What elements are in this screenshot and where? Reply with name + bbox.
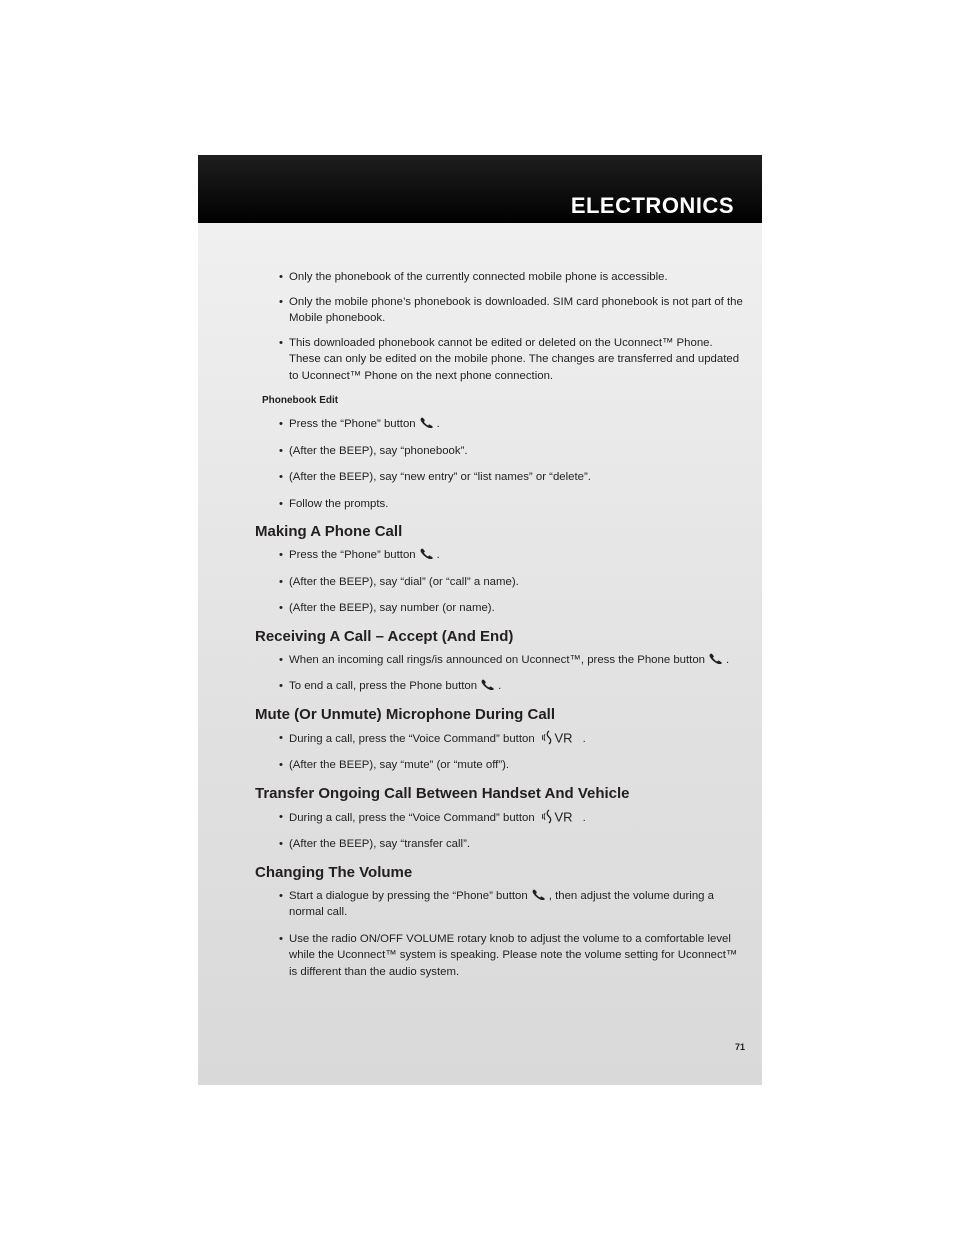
voice-command-icon: [541, 809, 581, 824]
list-item: • (After the BEEP), say number (or name).: [198, 600, 762, 617]
phone-handset-icon: [420, 417, 434, 428]
svg-text:VR: VR: [554, 730, 573, 745]
intro-bullet-list: [198, 269, 762, 384]
list-item: • Press the “Phone” button .: [198, 416, 762, 433]
phone-handset-icon: [532, 889, 546, 900]
transfer-list: [198, 809, 762, 853]
list-item: • To end a call, press the Phone button .: [198, 678, 762, 695]
list-item: • Use the radio ON/OFF VOLUME rotary knob to adjust the volume to a comfortable level while the Uconnect™ system is speaking. Please note the volume setting for Uconnect™ is different than the audio system.: [198, 931, 762, 981]
list-item: • Press the “Phone” button .: [198, 547, 762, 564]
page-number: 71: [735, 1042, 746, 1052]
mute-list: [198, 730, 762, 774]
svg-text:VR: VR: [554, 809, 573, 824]
transfer-heading: Transfer Ongoing Call Between Handset And Vehicle: [255, 784, 630, 802]
voice-command-icon: [541, 730, 581, 745]
phone-handset-icon: [481, 679, 495, 690]
phonebook-edit-heading: Phonebook Edit: [262, 395, 339, 406]
list-item: • Only the mobile phone’s phonebook is downloaded. SIM card phonebook is not part of the Mobile phonebook.: [198, 294, 762, 327]
list-item: • (After the BEEP), say “transfer call”.: [198, 836, 762, 853]
list-item: • Follow the prompts.: [198, 496, 762, 513]
list-item: • Start a dialogue by pressing the “Phone” button , then adjust the volume during a normal call.: [198, 888, 762, 921]
list-item: • (After the BEEP), say “dial” (or “call” a name).: [198, 574, 762, 591]
manual-page: [198, 155, 762, 1085]
receiving-call-list: [198, 652, 762, 695]
list-item: • (After the BEEP), say “mute” (or “mute off”).: [198, 757, 762, 774]
list-item: • (After the BEEP), say “phonebook”.: [198, 443, 762, 460]
volume-heading: Changing The Volume: [255, 863, 413, 881]
list-item: • When an incoming call rings/is announced on Uconnect™, press the Phone button .: [198, 652, 762, 669]
list-item: • (After the BEEP), say “new entry” or “list names” or “delete”.: [198, 469, 762, 486]
list-item: • Only the phonebook of the currently connected mobile phone is accessible.: [198, 269, 762, 286]
phone-handset-icon: [420, 548, 434, 559]
making-call-list: [198, 547, 762, 617]
list-item: • During a call, press the “Voice Command” button VR .: [198, 730, 762, 748]
making-call-heading: Making A Phone Call: [255, 523, 403, 540]
list-item: • This downloaded phonebook cannot be edited or deleted on the Uconnect™ Phone. These can only be edited on the mobile phone. The changes are transferred and updated to Uconnect™ Phone on the next phone connection.: [198, 335, 762, 385]
receiving-call-heading: Receiving A Call – Accept (And End): [255, 627, 514, 645]
page-content: [198, 269, 762, 990]
mute-heading: Mute (Or Unmute) Microphone During Call: [255, 705, 555, 723]
list-item: • During a call, press the “Voice Command” button VR .: [198, 809, 762, 827]
phonebook-edit-list: [198, 416, 762, 512]
page-header: [198, 155, 762, 223]
volume-list: [198, 888, 762, 981]
phone-handset-icon: [709, 653, 723, 664]
section-header-title: ELECTRONICS: [570, 193, 734, 218]
